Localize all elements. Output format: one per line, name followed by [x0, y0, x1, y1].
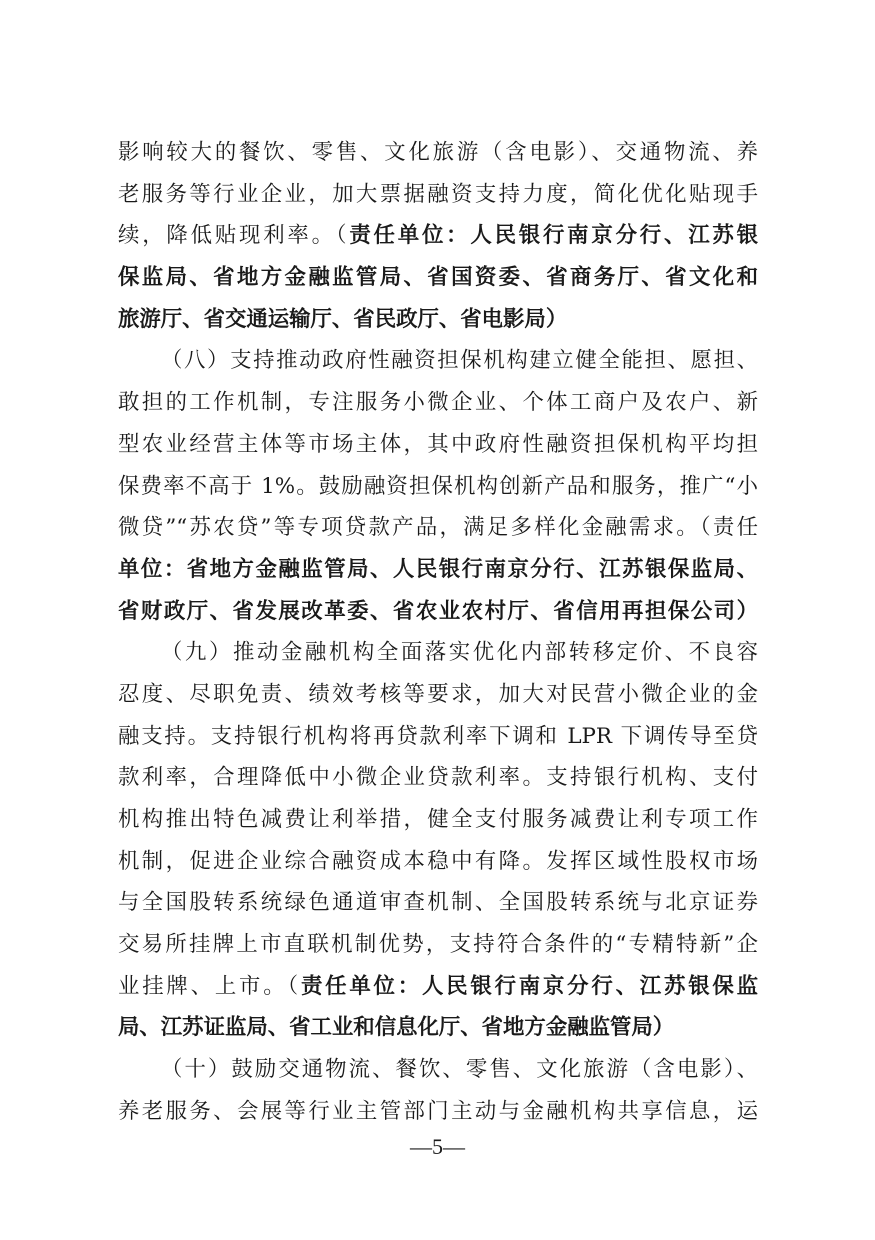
text-line-16: 款利率，合理降低中小微企业贷款利率。支持银行机构、支付 — [118, 765, 758, 791]
text-line-1: 影响较大的餐饮、零售、文化旅游（含电影）、交通物流、养 — [118, 140, 758, 165]
text-line-3: 续，降低贴现利率。（责任单位：人民银行南京分行、江苏银 — [118, 223, 758, 249]
text-line-15: 融支持。支持银行机构将再贷款利率下调和 LPR 下调传导至贷 — [118, 723, 758, 749]
responsible-units: 保监局、省地方金融监管局、省国资委、省商务厅、省文化和 — [118, 265, 758, 291]
text-line-24: 养老服务、会展等行业主管部门主动与金融机构共享信息，运 — [118, 1098, 758, 1124]
responsible-units: 责任单位：人民银行南京分行、江苏银 — [349, 223, 758, 249]
responsible-units: 责任单位：人民银行南京分行、江苏银保监 — [300, 973, 758, 999]
text-line-20: 交易所挂牌上市直联机制优势，支持符合条件的“专精特新”企 — [118, 932, 758, 958]
responsible-units: 旅游厅、省交通运输厅、省民政厅、省电影局） — [118, 306, 568, 332]
text-line-4 — [118, 257, 758, 299]
responsible-units: 局、江苏证监局、省工业和信息化厅、省地方金融监管局） — [118, 1015, 675, 1041]
text-line-11 — [118, 549, 758, 591]
text-line-2: 老服务等行业企业，加大票据融资支持力度，简化优化贴现手 — [118, 181, 758, 207]
responsible-units: 省财政厅、省发展改革委、省农业农村厅、省信用再担保公司） — [118, 598, 758, 624]
text-line-14: 忍度、尽职免责、绩效考核等要求，加大对民营小微企业的金 — [118, 681, 758, 707]
paragraph-8-start: （八）支持推动政府性融资担保机构建立健全能担、愿担、 — [161, 348, 758, 374]
text-line-9: 保费率不高于 1%。鼓励融资担保机构创新产品和服务，推广“小 — [118, 473, 758, 499]
text-line-8: 型农业经营主体等市场主体，其中政府性融资担保机构平均担 — [118, 431, 758, 457]
text-line-10: 微贷”“苏农贷”等专项贷款产品，满足多样化金融需求。（责任 — [118, 515, 758, 541]
text-line-22 — [118, 1007, 758, 1049]
text-line-21: 业挂牌、上市。（责任单位：人民银行南京分行、江苏银保监 — [118, 973, 758, 999]
text-line-18: 机制，促进企业综合融资成本稳中有降。发挥区域性股权市场 — [118, 848, 758, 874]
body-text — [118, 132, 758, 1133]
text-line-5 — [118, 299, 758, 341]
paragraph-9-start: （九）推动金融机构全面落实优化内部转移定价、不良容 — [161, 640, 758, 666]
paragraph-10-start: （十）鼓励交通物流、餐饮、零售、文化旅游（含电影）、 — [161, 1057, 758, 1083]
responsible-units: 单位：省地方金融监管局、人民银行南京分行、江苏银保监局、 — [118, 556, 758, 582]
text-line-19: 与全国股转系统绿色通道审查机制、全国股转系统与北京证券 — [118, 890, 758, 916]
page-number: —5— — [410, 1134, 465, 1159]
text-line-12 — [118, 591, 758, 633]
text-line-7: 敢担的工作机制，专注服务小微企业、个体工商户及农户、新 — [118, 390, 758, 416]
text-line-17: 机构推出特色减费让利举措，健全支付服务减费让利专项工作 — [118, 807, 758, 832]
